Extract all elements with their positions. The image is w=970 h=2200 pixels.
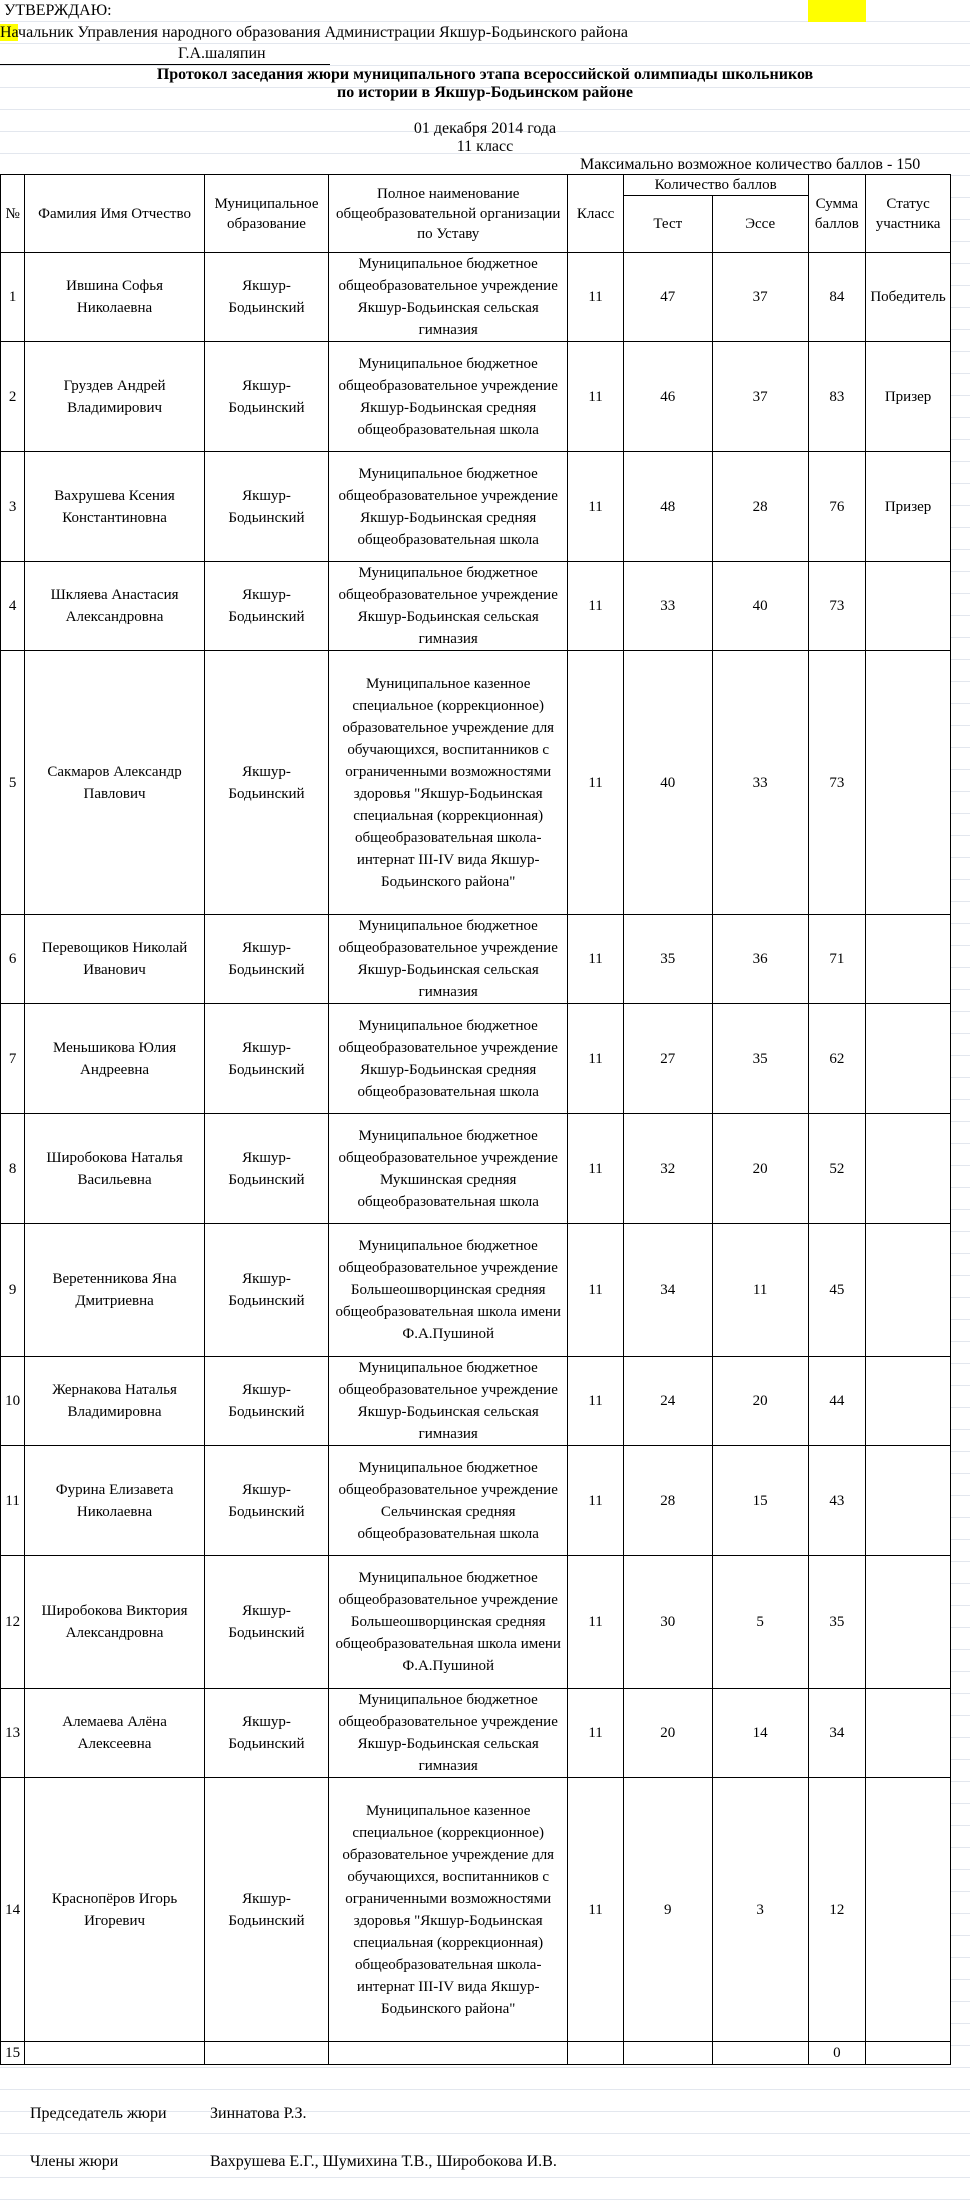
document-title-line1: Протокол заседания жюри муниципального этапа всероссийской олимпиады школьников (156, 66, 814, 83)
cell-organization[interactable]: Муниципальное бюджетное общеобразовательное учреждение Якшур-Бодьинская средняя общеобразовательная школа (329, 342, 568, 452)
highlighted-cell[interactable] (808, 0, 866, 22)
cell-test[interactable]: 40 (623, 651, 712, 915)
cell-name[interactable]: Вахрушева Ксения Константиновна (25, 452, 205, 562)
boss-title-rest: чальник Управления народного образования Администрации Якшур-Бодьинского района (18, 24, 628, 41)
cell-sum[interactable]: 12 (808, 1778, 866, 2042)
cell-sum[interactable]: 71 (808, 915, 866, 1004)
cell-num[interactable]: 15 (1, 2042, 25, 2065)
cell-status[interactable] (866, 1114, 951, 1224)
cell-class[interactable]: 11 (568, 452, 624, 562)
signature-line (0, 46, 330, 65)
cell-name[interactable]: Алемаева Алёна Алексеевна (25, 1689, 205, 1778)
cell-status[interactable] (866, 1004, 951, 1114)
cell-essay[interactable]: 5 (712, 1556, 808, 1689)
cell-sum[interactable]: 45 (808, 1224, 866, 1357)
cell-test[interactable]: 35 (623, 915, 712, 1004)
cell-municipality[interactable]: Якшур-Бодьинский (204, 1556, 328, 1689)
cell-organization[interactable]: Муниципальное бюджетное общеобразовательное учреждение Якшур-Бодьинская средняя общеобразовательная школа (329, 1004, 568, 1114)
cell-municipality[interactable]: Якшур-Бодьинский (204, 1689, 328, 1778)
cell-class[interactable]: 11 (568, 651, 624, 915)
cell-sum[interactable]: 35 (808, 1556, 866, 1689)
cell-name[interactable]: Широбокова Наталья Васильевна (25, 1114, 205, 1224)
cell-name[interactable]: Сакмаров Александр Павлович (25, 651, 205, 915)
cell-name[interactable]: Ившина Софья Николаевна (25, 253, 205, 342)
cell-num[interactable]: 6 (1, 915, 25, 1004)
header-num[interactable]: № (1, 175, 25, 253)
cell-essay[interactable]: 35 (712, 1004, 808, 1114)
cell-essay[interactable]: 14 (712, 1689, 808, 1778)
header-essay[interactable]: Эссе (712, 196, 808, 253)
cell-test[interactable]: 48 (623, 452, 712, 562)
max-points-label: Максимально возможное количество баллов - 150 (580, 156, 921, 173)
cell-municipality[interactable]: Якшур-Бодьинский (204, 452, 328, 562)
cell-status[interactable] (866, 2042, 951, 2065)
cell-class[interactable]: 11 (568, 1556, 624, 1689)
table-row (1, 1357, 951, 1446)
cell-class[interactable]: 11 (568, 1689, 624, 1778)
cell-num[interactable]: 4 (1, 562, 25, 651)
cell-status[interactable] (866, 562, 951, 651)
cell-test[interactable]: 28 (623, 1446, 712, 1556)
cell-num[interactable]: 3 (1, 452, 25, 562)
cell-organization[interactable]: Муниципальное казенное специальное (коррекционное) образовательное учреждение для обучающихся, воспитанников с ограниченными возможностями здоровья "Якшур-Бодьинская специальная (коррекционная) общеобразовательная школа-интернат III-IV вида Якшур-Бодьинского района" (329, 1778, 568, 2042)
cell-sum[interactable]: 83 (808, 342, 866, 452)
cell-organization[interactable]: Муниципальное бюджетное общеобразовательное учреждение Якшур-Бодьинская сельская гимназия (329, 253, 568, 342)
cell-test[interactable]: 47 (623, 253, 712, 342)
table-row (1, 1004, 951, 1114)
cell-class[interactable]: 11 (568, 1446, 624, 1556)
cell-status[interactable] (866, 1778, 951, 2042)
cell-status[interactable] (866, 1357, 951, 1446)
cell-status[interactable] (866, 1689, 951, 1778)
cell-municipality[interactable]: Якшур-Бодьинский (204, 1224, 328, 1357)
cell-test[interactable]: 9 (623, 1778, 712, 2042)
cell-essay[interactable]: 15 (712, 1446, 808, 1556)
cell-municipality[interactable]: Якшур-Бодьинский (204, 562, 328, 651)
cell-class[interactable]: 11 (568, 562, 624, 651)
cell-organization[interactable] (329, 2042, 568, 2065)
cell-municipality[interactable] (204, 2042, 328, 2065)
cell-class[interactable]: 11 (568, 1004, 624, 1114)
cell-sum[interactable]: 0 (808, 2042, 866, 2065)
cell-class[interactable]: 11 (568, 1224, 624, 1357)
cell-name[interactable]: Широбокова Виктория Александровна (25, 1556, 205, 1689)
cell-essay[interactable]: 20 (712, 1114, 808, 1224)
cell-municipality[interactable]: Якшур-Бодьинский (204, 253, 328, 342)
cell-essay[interactable]: 20 (712, 1357, 808, 1446)
cell-name[interactable]: Груздев Андрей Владимирович (25, 342, 205, 452)
cell-essay[interactable]: 40 (712, 562, 808, 651)
table-row (1, 1446, 951, 1556)
chair-name: Зиннатова Р.З. (210, 2105, 307, 2122)
cell-name[interactable]: Веретенникова Яна Дмитриевна (25, 1224, 205, 1357)
cell-sum[interactable]: 73 (808, 651, 866, 915)
cell-num[interactable]: 11 (1, 1446, 25, 1556)
cell-municipality[interactable]: Якшур-Бодьинский (204, 1357, 328, 1446)
cell-essay[interactable]: 37 (712, 342, 808, 452)
cell-class[interactable]: 11 (568, 253, 624, 342)
cell-status[interactable] (866, 651, 951, 915)
table-row (1, 253, 951, 342)
document-title-line2: по истории в Якшур-Бодьинском районе (337, 84, 633, 101)
cell-num[interactable]: 10 (1, 1357, 25, 1446)
cell-municipality[interactable]: Якшур-Бодьинский (204, 342, 328, 452)
cell-num[interactable]: 14 (1, 1778, 25, 2042)
cell-sum[interactable]: 43 (808, 1446, 866, 1556)
table-row (1, 562, 951, 651)
table-row (1, 915, 951, 1004)
chair-label: Председатель жюри (30, 2105, 167, 2122)
cell-name[interactable] (25, 2042, 205, 2065)
cell-organization[interactable]: Муниципальное бюджетное общеобразовательное учреждение Якшур-Бодьинская средняя общеобразовательная школа (329, 452, 568, 562)
cell-status[interactable] (866, 1556, 951, 1689)
cell-organization[interactable]: Муниципальное бюджетное общеобразовательное учреждение Якшур-Бодьинская сельская гимназия (329, 915, 568, 1004)
cell-municipality[interactable]: Якшур-Бодьинский (204, 1778, 328, 2042)
protocol-date: 01 декабря 2014 года (413, 120, 557, 137)
cell-sum[interactable]: 84 (808, 253, 866, 342)
cell-sum[interactable]: 34 (808, 1689, 866, 1778)
cell-class[interactable]: 11 (568, 1357, 624, 1446)
table-row (1, 2042, 951, 2065)
cell-essay[interactable]: 11 (712, 1224, 808, 1357)
header-name[interactable]: Фамилия Имя Отчество (25, 175, 205, 253)
cell-num[interactable]: 12 (1, 1556, 25, 1689)
cell-organization[interactable]: Муниципальное бюджетное общеобразовательное учреждение Якшур-Бодьинская сельская гимназия (329, 562, 568, 651)
cell-municipality[interactable]: Якшур-Бодьинский (204, 1446, 328, 1556)
cell-essay[interactable]: 36 (712, 915, 808, 1004)
cell-test[interactable]: 46 (623, 342, 712, 452)
cell-organization[interactable]: Муниципальное бюджетное общеобразовательное учреждение Большеошворцинская средняя общеобразовательная школа имени Ф.А.Пушиной (329, 1224, 568, 1357)
table-row (1, 452, 951, 562)
members-label: Члены жюри (30, 2153, 119, 2170)
cell-status[interactable]: Победитель (866, 253, 951, 342)
cell-num[interactable]: 1 (1, 253, 25, 342)
cell-name[interactable]: Перевощиков Николай Иванович (25, 915, 205, 1004)
cell-test[interactable]: 34 (623, 1224, 712, 1357)
cell-essay[interactable]: 28 (712, 452, 808, 562)
table-row (1, 1778, 951, 2042)
cell-name[interactable]: Фурина Елизавета Николаевна (25, 1446, 205, 1556)
cell-num[interactable]: 13 (1, 1689, 25, 1778)
cell-name[interactable]: Краснопёров Игорь Игоревич (25, 1778, 205, 2042)
cell-sum[interactable]: 44 (808, 1357, 866, 1446)
boss-title-highlight: На (0, 24, 19, 41)
members-names: Вахрушева Е.Г., Шумихина Т.В., Широбокова И.В. (210, 2153, 557, 2170)
table-header (1, 175, 951, 253)
header-class[interactable]: Класс (568, 175, 624, 253)
cell-status[interactable] (866, 1446, 951, 1556)
cell-class[interactable]: 11 (568, 342, 624, 452)
cell-sum[interactable]: 62 (808, 1004, 866, 1114)
cell-status[interactable]: Призер (866, 342, 951, 452)
cell-num[interactable]: 9 (1, 1224, 25, 1357)
cell-organization[interactable]: Муниципальное бюджетное общеобразовательное учреждение Сельчинская средняя общеобразовательная школа (329, 1446, 568, 1556)
table-row (1, 1689, 951, 1778)
signature-name: Г.А.шаляпин (178, 45, 266, 62)
cell-class[interactable]: 11 (568, 915, 624, 1004)
cell-status[interactable]: Призер (866, 452, 951, 562)
cell-status[interactable] (866, 915, 951, 1004)
table-row (1, 651, 951, 915)
header-organization[interactable]: Полное наименование общеобразовательной организации по Уставу (329, 175, 568, 253)
grade-label: 11 класс (456, 138, 514, 155)
cell-sum[interactable]: 76 (808, 452, 866, 562)
cell-status[interactable] (866, 1224, 951, 1357)
cell-class[interactable]: 11 (568, 1114, 624, 1224)
cell-municipality[interactable]: Якшур-Бодьинский (204, 915, 328, 1004)
cell-num[interactable]: 5 (1, 651, 25, 915)
cell-municipality[interactable]: Якшур-Бодьинский (204, 1004, 328, 1114)
cell-test[interactable]: 20 (623, 1689, 712, 1778)
cell-class[interactable] (568, 2042, 624, 2065)
cell-test[interactable]: 33 (623, 562, 712, 651)
table-row (1, 1114, 951, 1224)
cell-essay[interactable] (712, 2042, 808, 2065)
cell-essay[interactable]: 3 (712, 1778, 808, 2042)
header-test[interactable]: Тест (623, 196, 712, 253)
cell-organization[interactable]: Муниципальное бюджетное общеобразовательное учреждение Якшур-Бодьинская сельская гимназия (329, 1357, 568, 1446)
cell-organization[interactable]: Муниципальное бюджетное общеобразовательное учреждение Большеошворцинская средняя общеобразовательная школа имени Ф.А.Пушиной (329, 1556, 568, 1689)
header-status[interactable]: Статус участника (866, 175, 951, 253)
cell-num[interactable]: 2 (1, 342, 25, 452)
cell-essay[interactable]: 33 (712, 651, 808, 915)
cell-municipality[interactable]: Якшур-Бодьинский (204, 1114, 328, 1224)
cell-name[interactable]: Шкляева Анастасия Александровна (25, 562, 205, 651)
cell-num[interactable]: 8 (1, 1114, 25, 1224)
cell-num[interactable]: 7 (1, 1004, 25, 1114)
header-sum[interactable]: Сумма баллов (808, 175, 866, 253)
cell-organization[interactable]: Муниципальное казенное специальное (коррекционное) образовательное учреждение для обучающихся, воспитанников с ограниченными возможностями здоровья "Якшур-Бодьинская специальная (коррекционная) общеобразовательная школа-интернат III-IV вида Якшур-Бодьинского района" (329, 651, 568, 915)
cell-test[interactable]: 24 (623, 1357, 712, 1446)
cell-test[interactable]: 27 (623, 1004, 712, 1114)
header-points-group[interactable]: Количество баллов (623, 175, 808, 196)
cell-sum[interactable]: 52 (808, 1114, 866, 1224)
cell-municipality[interactable]: Якшур-Бодьинский (204, 651, 328, 915)
cell-sum[interactable]: 73 (808, 562, 866, 651)
boss-title (0, 24, 628, 42)
table-row (1, 1556, 951, 1689)
approve-label: УТВЕРЖДАЮ: (4, 2, 112, 19)
cell-class[interactable]: 11 (568, 1778, 624, 2042)
cell-organization[interactable]: Муниципальное бюджетное общеобразовательное учреждение Якшур-Бодьинская сельская гимназия (329, 1689, 568, 1778)
results-table (0, 174, 951, 2065)
cell-test[interactable] (623, 2042, 712, 2065)
cell-test[interactable]: 32 (623, 1114, 712, 1224)
table-row (1, 1224, 951, 1357)
table-row (1, 342, 951, 452)
header-municipality[interactable]: Муниципальное образование (204, 175, 328, 253)
cell-test[interactable]: 30 (623, 1556, 712, 1689)
cell-name[interactable]: Меньшикова Юлия Андреевна (25, 1004, 205, 1114)
cell-name[interactable]: Жернакова Наталья Владимировна (25, 1357, 205, 1446)
table-body (1, 253, 951, 2065)
cell-organization[interactable]: Муниципальное бюджетное общеобразовательное учреждение Мукшинская средняя общеобразовательная школа (329, 1114, 568, 1224)
cell-essay[interactable]: 37 (712, 253, 808, 342)
